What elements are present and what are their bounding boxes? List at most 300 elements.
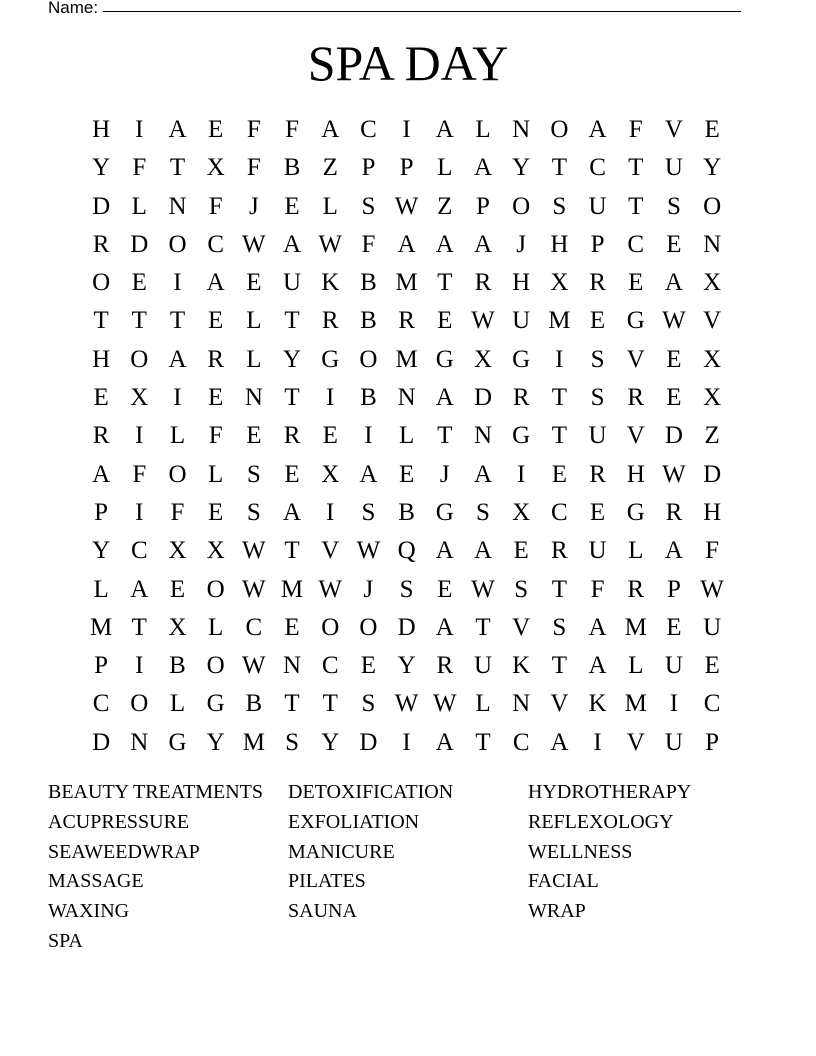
grid-letter: E <box>246 422 262 450</box>
grid-letter: M <box>242 728 265 756</box>
grid-letter: Z <box>322 154 338 182</box>
grid-row <box>82 494 731 532</box>
grid-letter: P <box>666 575 681 603</box>
grid-letter: O <box>550 116 569 143</box>
grid-letter: N <box>397 384 416 412</box>
grid-letter: T <box>284 690 300 718</box>
grid-letter: S <box>285 728 299 756</box>
grid-letter: F <box>628 116 643 143</box>
grid-letter: L <box>398 422 415 450</box>
grid-letter: H <box>550 230 569 258</box>
grid-letter: I <box>135 498 144 526</box>
grid-row <box>82 111 731 149</box>
grid-letter: P <box>94 652 109 680</box>
grid-letter: D <box>130 230 149 258</box>
grid-letter: D <box>703 460 722 488</box>
grid-letter: I <box>173 269 182 297</box>
grid-letter: A <box>664 537 683 565</box>
grid-letter: E <box>169 575 186 603</box>
grid-letter: A <box>588 116 607 143</box>
grid-row <box>82 188 731 226</box>
grid-letter: X <box>703 345 722 373</box>
grid-letter: I <box>669 690 679 718</box>
grid-letter: D <box>664 422 683 450</box>
grid-letter: G <box>321 345 340 373</box>
grid-row <box>82 226 731 264</box>
grid-letter: S <box>246 498 261 526</box>
grid-letter: I <box>402 728 411 756</box>
grid-letter: Y <box>512 154 531 182</box>
grid-letter: R <box>398 307 415 335</box>
grid-letter: F <box>170 498 185 526</box>
grid-letter: I <box>402 116 411 143</box>
grid-letter: E <box>93 384 109 412</box>
grid-letter: A <box>550 728 569 756</box>
grid-letter: G <box>168 728 187 756</box>
grid-letter: X <box>206 537 225 565</box>
grid-letter: U <box>664 652 683 680</box>
grid-letter: T <box>437 269 453 297</box>
grid-letter: A <box>92 460 111 488</box>
grid-letter: V <box>321 537 340 565</box>
grid-letter: T <box>475 613 491 641</box>
grid-letter: A <box>359 460 378 488</box>
grid-letter: X <box>512 498 531 526</box>
grid-letter: E <box>704 652 720 680</box>
grid-letter: W <box>242 652 266 680</box>
grid-letter: X <box>321 460 340 488</box>
grid-letter: A <box>168 116 187 143</box>
grid-letter: F <box>132 460 147 488</box>
grid-letter: A <box>435 230 454 258</box>
grid-letter: S <box>361 498 376 526</box>
grid-letter: I <box>135 116 144 143</box>
grid-letter: S <box>361 192 376 220</box>
grid-letter: S <box>552 613 567 641</box>
grid-letter: E <box>589 307 606 335</box>
grid-row <box>82 341 731 379</box>
grid-letter: L <box>628 652 644 680</box>
grid-letter: C <box>627 230 645 258</box>
grid-letter: A <box>206 269 225 297</box>
grid-letter: X <box>168 613 187 641</box>
grid-letter: C <box>207 230 224 258</box>
grid-letter: L <box>246 307 262 335</box>
grid-letter: R <box>92 230 110 258</box>
grid-letter: T <box>551 652 567 680</box>
grid-letter: S <box>514 575 529 603</box>
grid-letter: L <box>131 192 147 220</box>
word-list-item: FACIAL <box>528 870 599 893</box>
grid-letter: L <box>93 575 109 603</box>
word-list-item: ACUPRESSURE <box>48 810 190 833</box>
grid-letter: H <box>626 460 645 488</box>
grid-letter: B <box>360 307 377 335</box>
grid-letter: V <box>664 116 683 143</box>
grid-letter: V <box>550 690 569 718</box>
grid-letter: A <box>435 613 454 641</box>
name-underline <box>103 0 741 12</box>
grid-letter: G <box>206 690 225 718</box>
grid-letter: E <box>284 192 300 220</box>
grid-letter: C <box>703 690 721 718</box>
grid-row <box>82 149 731 187</box>
grid-letter: X <box>130 384 149 412</box>
grid-letter: V <box>703 307 722 335</box>
grid-row <box>82 647 731 685</box>
grid-letter: E <box>704 116 720 143</box>
grid-letter: J <box>516 230 527 258</box>
grid-letter: U <box>664 728 683 756</box>
grid-letter: F <box>208 422 223 450</box>
grid-letter: X <box>703 269 722 297</box>
word-list-item: WELLNESS <box>528 840 633 863</box>
grid-letter: L <box>437 154 453 182</box>
grid-letter: C <box>321 652 339 680</box>
grid-letter: A <box>588 652 607 680</box>
grid-letter: W <box>662 460 686 488</box>
grid-letter: E <box>513 537 529 565</box>
grid-letter: E <box>398 460 415 488</box>
grid-letter: A <box>283 498 302 526</box>
grid-letter: R <box>512 384 530 412</box>
grid-letter: W <box>471 307 495 335</box>
grid-letter: C <box>512 728 530 756</box>
grid-letter: R <box>436 652 454 680</box>
grid-letter: A <box>473 537 492 565</box>
grid-letter: E <box>284 613 300 641</box>
grid-letter: M <box>395 269 418 297</box>
grid-letter: S <box>590 345 605 373</box>
grid-letter: A <box>168 345 187 373</box>
grid-letter: R <box>589 269 606 297</box>
name-field <box>48 0 741 19</box>
grid-letter: E <box>666 345 682 373</box>
grid-letter: D <box>397 613 416 641</box>
grid-letter: D <box>92 728 111 756</box>
grid-letter: U <box>588 422 607 450</box>
grid-letter: T <box>131 307 147 335</box>
grid-letter: O <box>92 269 111 297</box>
grid-letter: B <box>169 652 186 680</box>
grid-letter: A <box>321 116 340 143</box>
grid-letter: W <box>318 230 343 258</box>
grid-letter: I <box>516 460 526 488</box>
grid-letter: I <box>593 728 602 756</box>
grid-letter: E <box>131 269 147 297</box>
grid-letter: M <box>624 690 647 718</box>
word-list-item: SAUNA <box>288 900 357 923</box>
grid-letter: M <box>280 575 304 603</box>
grid-letter: F <box>590 575 605 603</box>
grid-letter: C <box>245 613 263 641</box>
grid-letter: L <box>475 116 491 143</box>
grid-letter: L <box>169 690 186 718</box>
grid-row <box>82 724 731 762</box>
grid-letter: L <box>246 345 262 373</box>
grid-letter: O <box>206 575 225 603</box>
grid-letter: L <box>628 537 644 565</box>
grid-letter: S <box>590 384 605 412</box>
page-title: SPA DAY <box>307 35 509 91</box>
grid-letter: V <box>626 422 645 450</box>
grid-letter: E <box>666 613 682 641</box>
grid-letter: T <box>551 575 567 603</box>
grid-letter: P <box>705 728 720 756</box>
grid-letter: N <box>512 690 531 718</box>
grid-letter: O <box>359 613 378 641</box>
grid-letter: F <box>361 230 376 258</box>
grid-letter: A <box>473 154 492 182</box>
grid-letter: G <box>435 498 454 526</box>
grid-letter: W <box>394 192 419 220</box>
grid-letter: K <box>512 652 531 680</box>
grid-letter: O <box>168 230 187 258</box>
grid-letter: W <box>700 575 724 603</box>
grid-letter: O <box>703 192 722 220</box>
grid-letter: I <box>326 498 335 526</box>
grid-letter: T <box>131 613 147 641</box>
grid-letter: O <box>206 652 225 680</box>
grid-letter: M <box>548 307 571 335</box>
grid-letter: G <box>626 307 645 335</box>
grid-letter: G <box>435 345 454 373</box>
grid-letter: Q <box>397 537 416 565</box>
grid-letter: F <box>285 116 299 143</box>
grid-letter: E <box>437 575 453 603</box>
grid-letter: M <box>395 345 418 373</box>
grid-letter: U <box>588 192 607 220</box>
grid-letter: T <box>284 537 300 565</box>
grid-letter: R <box>92 422 110 450</box>
word-list-item: HYDROTHERAPY <box>528 781 692 803</box>
grid-letter: P <box>590 230 605 258</box>
word-list-item: WRAP <box>528 900 586 923</box>
grid-letter: W <box>242 230 266 258</box>
word-list-item: SEAWEEDWRAP <box>48 840 200 863</box>
grid-letter: W <box>242 575 266 603</box>
grid-letter: M <box>624 613 647 641</box>
grid-letter: E <box>208 307 224 335</box>
grid-letter: I <box>364 422 373 450</box>
grid-letter: I <box>326 384 335 412</box>
grid-letter: A <box>588 613 607 641</box>
grid-letter: A <box>397 230 416 258</box>
grid-letter: V <box>626 345 645 373</box>
grid-letter: T <box>169 154 186 182</box>
grid-letter: E <box>666 384 682 412</box>
grid-letter: W <box>432 690 457 718</box>
grid-letter: T <box>475 728 491 756</box>
grid-letter: G <box>512 422 531 450</box>
grid-letter: S <box>361 690 376 718</box>
grid-letter: E <box>208 498 224 526</box>
grid-row <box>82 571 731 609</box>
grid-letter: A <box>473 230 492 258</box>
grid-letter: T <box>169 307 186 335</box>
letter-grid <box>82 111 731 762</box>
grid-letter: L <box>208 613 224 641</box>
grid-letter: L <box>322 192 338 220</box>
grid-letter: R <box>474 269 492 297</box>
grid-letter: E <box>322 422 338 450</box>
grid-letter: K <box>321 269 340 297</box>
grid-letter: L <box>208 460 224 488</box>
grid-letter: H <box>703 498 722 526</box>
grid-letter: T <box>628 154 644 182</box>
grid-letter: O <box>512 192 531 220</box>
grid-row <box>82 264 731 302</box>
grid-letter: T <box>322 690 338 718</box>
grid-letter: N <box>130 728 149 756</box>
grid-letter: E <box>551 460 567 488</box>
grid-letter: E <box>246 269 262 297</box>
word-list-item: DETOXIFICATION <box>288 781 454 803</box>
grid-letter: N <box>283 652 302 680</box>
grid-letter: S <box>476 498 490 526</box>
word-list-item: MASSAGE <box>48 870 144 893</box>
grid-letter: B <box>360 269 377 297</box>
grid-letter: L <box>475 690 491 718</box>
grid-letter: O <box>168 460 187 488</box>
grid-letter: H <box>512 269 531 297</box>
grid-row <box>82 302 731 340</box>
grid-letter: P <box>361 154 376 182</box>
grid-letter: R <box>207 345 224 373</box>
grid-letter: O <box>321 613 340 641</box>
grid-letter: E <box>360 652 377 680</box>
grid-letter: V <box>626 728 645 756</box>
grid-letter: X <box>703 384 722 412</box>
grid-letter: E <box>666 230 682 258</box>
grid-letter: I <box>555 345 564 373</box>
grid-letter: Y <box>206 728 225 756</box>
grid-letter: C <box>551 498 568 526</box>
grid-letter: R <box>665 498 683 526</box>
grid-letter: F <box>132 154 147 182</box>
grid-letter: U <box>473 652 492 680</box>
grid-letter: R <box>283 422 301 450</box>
grid-letter: T <box>284 384 300 412</box>
grid-letter: U <box>664 154 683 182</box>
grid-letter: B <box>283 154 301 182</box>
grid-letter: C <box>589 154 606 182</box>
grid-letter: A <box>435 116 454 143</box>
grid-letter: U <box>703 613 722 641</box>
grid-letter: U <box>588 537 607 565</box>
grid-letter: A <box>130 575 149 603</box>
grid-letter: S <box>552 192 567 220</box>
grid-letter: C <box>360 116 377 143</box>
grid-letter: J <box>363 575 374 603</box>
grid-letter: D <box>359 728 378 756</box>
grid-row <box>82 379 731 417</box>
grid-letter: S <box>246 460 261 488</box>
grid-letter: E <box>284 460 300 488</box>
grid-row <box>82 456 731 494</box>
grid-letter: E <box>628 269 644 297</box>
word-list-item: SPA <box>48 929 83 952</box>
grid-letter: W <box>318 575 343 603</box>
grid-letter: Y <box>703 154 722 182</box>
grid-row <box>82 685 731 723</box>
grid-letter: Y <box>283 345 302 373</box>
grid-letter: X <box>550 269 569 297</box>
grid-letter: S <box>399 575 414 603</box>
grid-letter: O <box>130 690 149 718</box>
grid-letter: U <box>512 307 531 335</box>
grid-letter: R <box>627 384 645 412</box>
grid-letter: R <box>627 575 645 603</box>
grid-letter: T <box>93 307 109 335</box>
word-list <box>48 778 768 957</box>
grid-letter: K <box>588 690 607 718</box>
grid-letter: I <box>135 422 144 450</box>
grid-letter: V <box>512 613 531 641</box>
grid-letter: A <box>435 384 454 412</box>
grid-letter: A <box>664 269 683 297</box>
grid-letter: Y <box>92 154 111 182</box>
word-list-item: WAXING <box>48 900 130 923</box>
grid-letter: A <box>435 728 454 756</box>
grid-letter: F <box>705 537 720 565</box>
grid-letter: T <box>437 422 453 450</box>
grid-letter: F <box>246 116 261 143</box>
grid-letter: D <box>92 192 111 220</box>
grid-row <box>82 532 731 570</box>
grid-letter: X <box>473 345 492 373</box>
grid-letter: T <box>284 307 300 335</box>
word-list-item: BEAUTY TREATMENTS <box>48 781 263 803</box>
grid-letter: Z <box>437 192 453 220</box>
grid-letter: F <box>208 192 223 220</box>
grid-letter: M <box>89 613 113 641</box>
name-label: Name: <box>48 0 99 17</box>
grid-letter: X <box>168 537 187 565</box>
grid-letter: E <box>589 498 606 526</box>
grid-letter: F <box>246 154 261 182</box>
grid-letter: L <box>169 422 186 450</box>
grid-letter: N <box>512 116 531 143</box>
grid-letter: W <box>242 537 266 565</box>
grid-letter: E <box>208 384 224 412</box>
grid-letter: J <box>248 192 259 220</box>
grid-letter: Y <box>92 537 111 565</box>
word-list-item: EXFOLIATION <box>288 810 420 833</box>
grid-letter: Y <box>321 728 340 756</box>
grid-letter: T <box>551 384 567 412</box>
grid-letter: R <box>589 460 606 488</box>
grid-letter: H <box>92 345 111 373</box>
word-list-item: REFLEXOLOGY <box>528 810 674 833</box>
grid-letter: N <box>244 384 263 412</box>
grid-letter: G <box>626 498 645 526</box>
grid-letter: J <box>439 460 450 488</box>
grid-letter: I <box>135 652 144 680</box>
grid-letter: P <box>94 498 109 526</box>
grid-letter: A <box>283 230 302 258</box>
grid-letter: G <box>512 345 531 373</box>
grid-letter: U <box>283 269 302 297</box>
grid-letter: W <box>471 575 495 603</box>
grid-letter: N <box>703 230 722 258</box>
word-list-item: PILATES <box>288 870 366 893</box>
grid-letter: W <box>662 307 686 335</box>
grid-letter: B <box>360 384 377 412</box>
grid-letter: X <box>206 154 225 182</box>
grid-letter: Y <box>397 652 416 680</box>
grid-letter: R <box>551 537 568 565</box>
